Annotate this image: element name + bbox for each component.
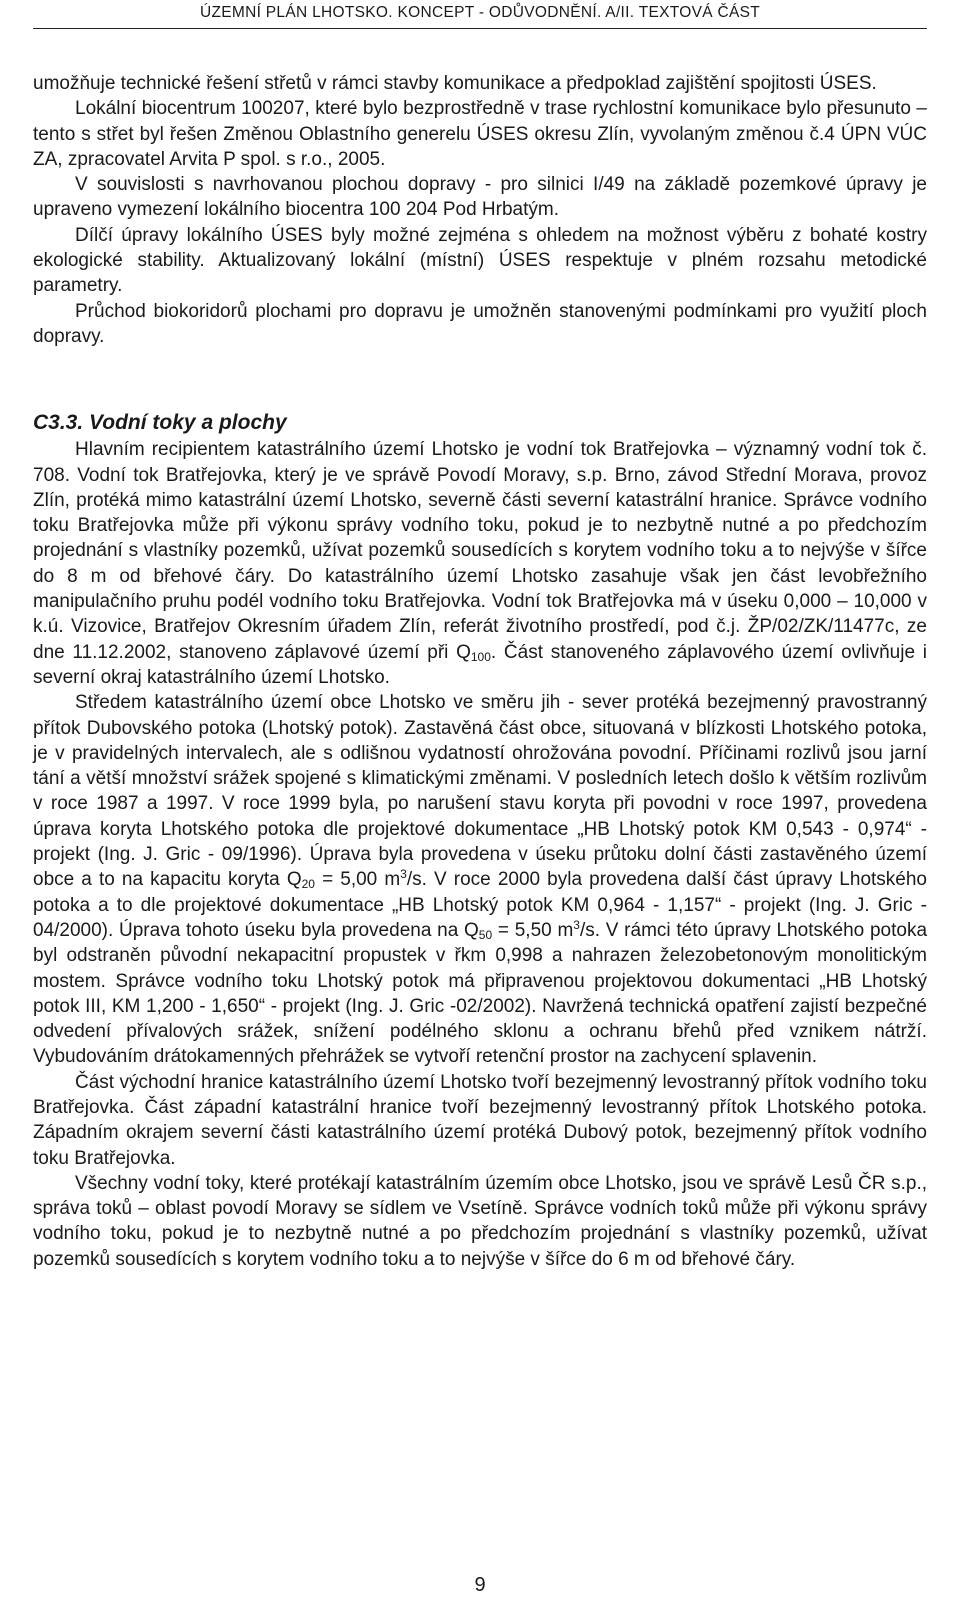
text-run: = 5,50 m (492, 919, 574, 941)
text-run: = 5,00 m (314, 869, 401, 891)
superscript: 3 (400, 867, 407, 882)
text-run: Hlavním recipientem katastrálního území Lhotsko je vodní tok Bratřejovka – významný vodní tok č. 708. Vodní tok Bratřejovka, který je ve správě Povodí Moravy, s.p. Brno, závod Střední Morava, provoz Zlín, protéká mimo katastrální území Lhotsko, severně části severní katastrální hranice. Správce vodního toku Bratřejovka může při výkonu správy vodního toku, pokud je to nezbytně nutné a po předchozím projednání s vlastníky pozemků, užívat pozemků sousedících s korytem vodního toku a to nejvýše v šířce do 8 m od břehové čáry. Do katastrálního území Lhotsko zasahuje však jen část levobřežního manipulačního pruhu podél vodního toku Bratřejovka. Vodní tok Bratřejovka má v úseku 0,000 – 10,000 v k.ú. Vizovice, Bratřejov Okresním úřadem Zlín, referát životního prostředí, pod č.j. ŽP/02/ZK/11477c, ze dne 11.12.2002, stanoveno záplavové území při Q (33, 439, 927, 663)
running-header: ÚZEMNÍ PLÁN LHOTSKO. KONCEPT - ODŮVODNĚNÍ. A/II. TEXTOVÁ ČÁST (199, 4, 761, 21)
text-run: . Část stanoveného záplavového území ovlivňuje i severní okraj katastrálního území Lhotsko. (33, 641, 927, 688)
section-heading (33, 409, 927, 437)
spacer (33, 349, 927, 409)
subscript: 20 (301, 877, 315, 892)
paragraph: Všechny vodní toky, které protékají katastrálním územím obce Lhotsko, jsou ve správě Lesů ČR s.p., správa toků – oblast povodí Moravy se sídlem ve Vsetíně. Správce vodních toků může při výkonu správy vodního toku, pokud je to nezbytně nutné a po předchozím projednání s vlastníky pozemků, užívat pozemků sousedících s korytem vodního toku a to nejvýše v šířce do 6 m od břehové čáry. (33, 1172, 927, 1270)
superscript: 3 (573, 917, 580, 932)
subscript: 50 (478, 927, 493, 942)
text-run: /s. V rámci této úpravy Lhotského potoka byl odstraněn původní nekapacitní propustek v řkm 0,998 a nahrazen železobetonovým monolitickým mostem. Správce vodního toku Lhotský potok má připravenou projektovou dokumentaci „HB Lhotský potok III, KM 1,200 - 1,650“ - projekt (Ing. J. Gric -02/2002). Navržená technická opatření zajistí bezpečné odvedení přívalových srážek, snížení podélného sklonu a ochranu břehů před vznikem nátrží. Vybudováním drátokamenných přehrážek se vytvoří retenční prostor na zachycení splavenin. (33, 919, 928, 1068)
paragraph: V souvislosti s navrhovanou plochou dopravy - pro silnici I/49 na základě pozemkové úpravy je upraveno vymezení lokálního biocentra 100 204 Pod Hrbatým. (33, 174, 927, 221)
paragraph: Průchod biokoridorů plochami pro dopravu je umožněn stanovenými podmínkami pro využití ploch dopravy. (33, 300, 927, 347)
section-number: C3.3. (33, 411, 84, 435)
paragraph: Lokální biocentrum 100207, které bylo bezprostředně v trase rychlostní komunikace bylo přesunuto – tento s střet byl řešen Změnou Oblastního generelu ÚSES okresu Zlín, vyvolaným změnou č.4 ÚPN VÚC ZA, zpracovatel Arvita P spol. s r.o., 2005. (33, 98, 927, 170)
page-number: 9 (474, 1574, 486, 1596)
paragraph-lhotsky-potok (33, 690, 927, 1069)
paragraph: umožňuje technické řešení střetů v rámci stavby komunikace a předpoklad zajištění spojitosti ÚSES. (33, 73, 877, 94)
text-run: /s. V roce 2000 byla provedena další část úpravy Lhotského potoka a to dle projektové dokumentace „HB Lhotský potok KM 0,964 - 1,157“ - projekt (Ing. J. Gric - 04/2000). Úprava tohoto úseku byla provedena na Q (33, 869, 927, 941)
subscript: 100 (470, 649, 491, 664)
section-title: Vodní toky a plochy (89, 411, 287, 435)
paragraph-main-recipient (33, 437, 927, 690)
document-page (33, 71, 927, 1272)
paragraph: Dílčí úpravy lokálního ÚSES byly možné zejména s ohledem na možnost výběru z bohaté kostry ekologické stability. Aktualizovaný lokální (místní) ÚSES respektuje v plném rozsahu metodické parametry. (33, 224, 927, 297)
text-run: Středem katastrálního území obce Lhotsko ve směru jih - sever protéká bezejmenný pravostranný přítok Dubovského potoka (Lhotský potok). Zastavěná část obce, situovaná v blízkosti Lhotského potoka, je v pravidelných intervalech, ale s odlišnou vydatností ohrožována povodní. Příčinami rozlivů jsou jarní tání a větší množství srážek spojené s klimatickými změnami. V posledních letech došlo k větším rozlivům v roce 1987 a 1997. V roce 1999 byla, po narušení stavu koryta při povodni v roce 1997, provedena úprava koryta Lhotského potoka dle projektové dokumentace „HB Lhotský potok KM 0,543 - 0,974“ - projekt (Ing. J. Gric - 09/1996). Úprava byla provedena v úseku průtoku dolní části zastavěného území obce a to na kapacitu koryta Q (33, 692, 927, 891)
paragraph: Část východní hranice katastrálního území Lhotsko tvoří bezejmenný levostranný přítok vodního toku Bratřejovka. Část západní katastrální hranice tvoří bezejmenný levostranný přítok Lhotského potoka. Západním okrajem severní části katastrálního území protéká Dubový potok, bezejmenný přítok vodního toku Bratřejovka. (33, 1071, 927, 1169)
header-rule (33, 28, 927, 29)
